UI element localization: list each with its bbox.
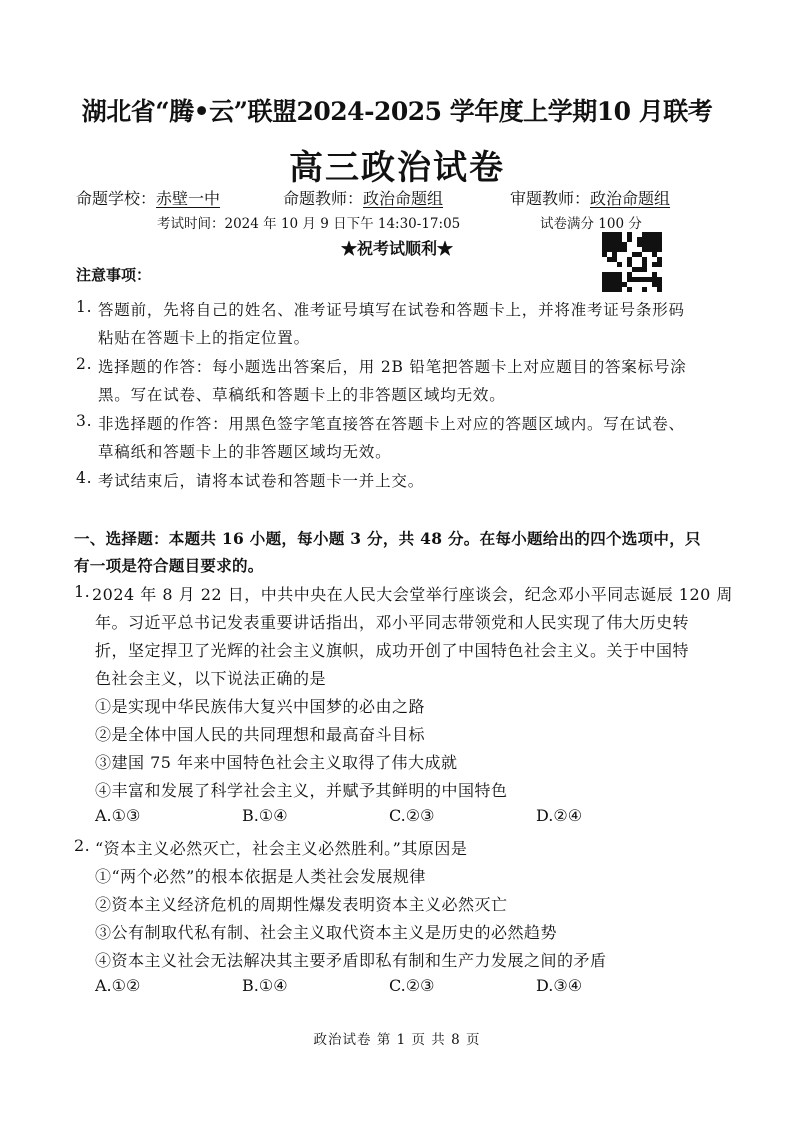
statement: ③公有制取代私有制、社会主义取代资本主义是历史的必然趋势	[95, 923, 558, 942]
full-score: 试卷满分 100 分	[540, 216, 642, 232]
note-line: 答题前，先将自己的姓名、准考证号填写在试卷和答题卡上，并将准考证号条形码	[98, 301, 685, 319]
note-line: 黑。写在试卷、草稿纸和答题卡上的非答题区域均无效。	[98, 386, 506, 404]
page-footer: 政治试卷 第 1 页 共 8 页	[313, 1032, 481, 1048]
answer-option: B.①④	[242, 806, 288, 825]
statement: ④资本主义社会无法解决其主要矛盾即私有制和生产力发展之间的矛盾	[95, 951, 607, 970]
answer-option: A.①②	[95, 976, 141, 995]
question-stem-line: 色社会主义，以下说法正确的是	[95, 669, 327, 688]
question-number: 1.	[74, 582, 91, 601]
notes-heading: 注意事项：	[76, 266, 152, 284]
statement: ③建国 75 年来中国特色社会主义取得了伟大成就	[95, 753, 458, 772]
setter-info	[283, 186, 443, 209]
statement: ①是实现中华民族伟大复兴中国梦的必由之路	[95, 697, 426, 716]
note-number: 4.	[76, 469, 93, 487]
school-info	[76, 186, 220, 209]
qr-code-icon	[602, 232, 662, 292]
reviewer-label: 审题教师：	[510, 189, 591, 208]
note-line: 草稿纸和答题卡上的非答题区域均无效。	[98, 443, 392, 461]
question-stem-line: “资本主义必然灭亡，社会主义必然胜利。”其原因是	[95, 839, 468, 858]
setter-label: 命题教师：	[283, 189, 364, 208]
note-number: 1.	[76, 298, 93, 316]
reviewer-info	[510, 186, 670, 209]
question-stem-line: 折，坚定捍卫了光辉的社会主义旗帜，成功开创了中国特色社会主义。关于中国特	[95, 641, 690, 660]
exam-title: 湖北省“腾•云”联盟2024-2025 学年度上学期10 月联考	[81, 97, 713, 126]
statement: ④丰富和发展了科学社会主义，并赋予其鲜明的中国特色	[95, 781, 508, 800]
answer-option: B.①④	[242, 976, 288, 995]
school-label: 命题学校：	[76, 189, 157, 208]
section-heading-cont: 有一项是符合题目要求的。	[74, 556, 264, 575]
good-luck-banner: ★祝考试顺利★	[340, 239, 453, 258]
answer-option: C.②③	[389, 806, 435, 825]
question-stem-line: 年。习近平总书记发表重要讲话指出，邓小平同志带领党和人民实现了伟大历史转	[95, 613, 690, 632]
school-name: 赤壁一中	[156, 189, 221, 208]
note-number: 2.	[76, 355, 93, 373]
answer-option: A.①③	[95, 806, 141, 825]
answer-option: C.②③	[389, 976, 435, 995]
exam-subtitle: 高三政治试卷	[289, 148, 505, 188]
exam-time: 考试时间：2024 年 10 月 9 日下午 14:30-17:05	[157, 216, 461, 232]
note-line: 非选择题的作答：用黑色签字笔直接答在答题卡上对应的答题区域内。写在试卷、	[98, 415, 685, 433]
question-stem-line: 2024 年 8 月 22 日，中共中央在人民大会堂举行座谈会，纪念邓小平同志诞辰 120 周	[92, 585, 733, 604]
statement: ②资本主义经济危机的周期性爆发表明资本主义必然灭亡	[95, 895, 508, 914]
section-heading: 一、选择题：本题共 16 小题，每小题 3 分，共 48 分。在每小题给出的四个选项中，只	[74, 529, 701, 548]
note-line: 考试结束后，请将本试卷和答题卡一并上交。	[98, 472, 425, 490]
note-line: 选择题的作答：每小题选出答案后，用 2B 铅笔把答题卡上对应题目的答案标号涂	[98, 358, 687, 376]
answer-option: D.②④	[536, 806, 583, 825]
answer-option: D.③④	[536, 976, 583, 995]
setter-name: 政治命题组	[363, 189, 444, 208]
statement: ①“两个必然”的根本依据是人类社会发展规律	[95, 867, 426, 886]
question-number: 2.	[74, 836, 91, 855]
statement: ②是全体中国人民的共同理想和最高奋斗目标	[95, 725, 426, 744]
reviewer-name: 政治命题组	[590, 189, 671, 208]
note-number: 3.	[76, 412, 93, 430]
note-line: 粘贴在答题卡上的指定位置。	[98, 329, 310, 347]
